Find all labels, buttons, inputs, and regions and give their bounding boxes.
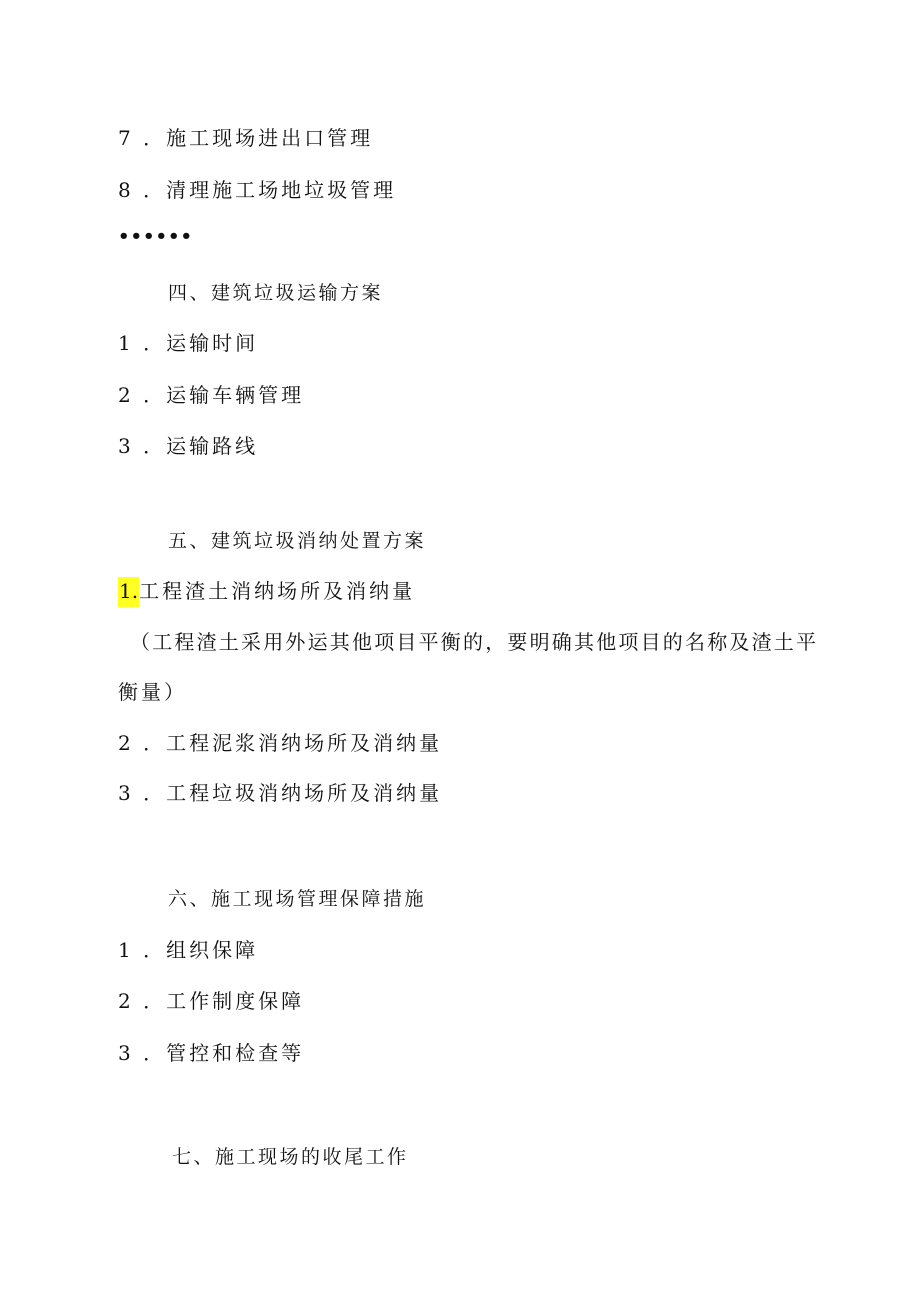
ellipsis-text: •••••• [118,226,194,247]
section-heading-5: 五、建筑垃圾消纳处置方案 [168,530,427,552]
list-item-7: 7 ．施工现场进出口管理 [118,126,374,150]
list-item-8: 8 ．清理施工场地垃圾管理 [118,178,397,202]
list-item-4-1: 1 ．运输时间 [118,331,259,355]
list-item-5-3: 3 ．工程垃圾消纳场所及消纳量 [118,781,443,805]
list-item-5-2: 2 ．工程泥浆消纳场所及消纳量 [118,731,443,755]
list-item-6-3: 3 ．管控和检查等 [118,1041,305,1065]
section-heading-7: 七、施工现场的收尾工作 [172,1146,409,1168]
note-line-1: （工程渣土采用外运其他项目平衡的，要明确其他项目的名称及渣土平 [130,630,819,654]
list-item-6-2: 2 ．工作制度保障 [118,989,305,1013]
list-item-6-1: 1 ．组织保障 [118,938,259,962]
list-item-5-1 [118,577,415,605]
section-heading-4: 四、建筑垃圾运输方案 [168,282,384,304]
note-line-2: 衡量） [118,680,187,704]
list-item-4-3: 3 ．运输路线 [118,434,259,458]
highlighted-number: 1. [118,577,139,607]
list-item-5-1-text: 工程渣土消纳场所及消纳量 [139,579,416,603]
section-heading-6: 六、施工现场管理保障措施 [168,888,427,910]
list-item-4-2: 2 ．运输车辆管理 [118,383,305,407]
